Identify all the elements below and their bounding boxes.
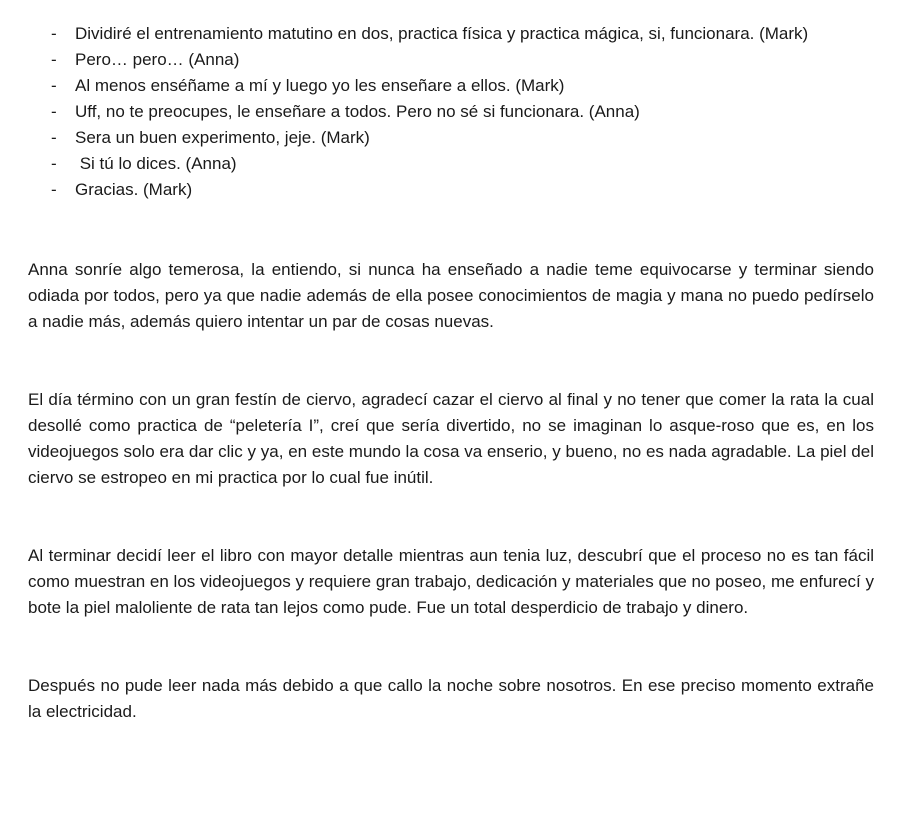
dialogue-line: [28, 47, 874, 73]
dialogue-text: Dividiré el entrenamiento matutino en dos, practica física y practica mágica, si, funcionara. (Mark): [75, 24, 809, 43]
dialogue-text: Sera un buen experimento, jeje. (Mark): [75, 128, 370, 147]
dialogue-text: Al menos enséñame a mí y luego yo les enseñare a ellos. (Mark): [75, 76, 565, 95]
document-page: [28, 21, 874, 725]
dialogue-dash: -: [51, 154, 57, 173]
dialogue-line: [28, 99, 874, 125]
dialogue-dash: -: [51, 76, 57, 95]
dialogue-list: [28, 21, 874, 203]
dialogue-text: Pero… pero… (Anna): [75, 50, 240, 69]
paragraph: El día término con un gran festín de ciervo, agradecí cazar el ciervo al final y no tener que comer la rata la cual desollé como practica de “peletería I”, creí que sería divertido, no se imaginan lo asque-roso que es, en los videojuegos solo era dar clic y ya, en este mundo la cosa va enserio, y bueno, no es nada agradable. La piel del ciervo se estropeo en mi practica por lo cual fue inútil.: [28, 390, 874, 487]
dialogue-line: [28, 177, 874, 203]
dialogue-dash: -: [51, 180, 57, 199]
dialogue-line: [28, 151, 874, 177]
paragraph: Después no pude leer nada más debido a que callo la noche sobre nosotros. En ese preciso momento extrañe la electricidad.: [28, 676, 874, 721]
paragraph: Al terminar decidí leer el libro con mayor detalle mientras aun tenia luz, descubrí que el proceso no es tan fácil como muestran en los videojuegos y requiere gran trabajo, dedicación y materiales que no poseo, me enfurecí y bote la piel maloliente de rata tan lejos como pude. Fue un total desperdicio de trabajo y dinero.: [28, 546, 874, 617]
paragraph: Anna sonríe algo temerosa, la entiendo, si nunca ha enseñado a nadie teme equivocarse y terminar siendo odiada por todos, pero ya que nadie además de ella posee conocimientos de magia y mana no puedo pedírselo a nadie más, además quiero intentar un par de cosas nuevas.: [28, 260, 874, 331]
spacer: [28, 335, 874, 387]
dialogue-line: [28, 21, 874, 47]
spacer: [28, 491, 874, 543]
dialogue-line: [28, 125, 874, 151]
dialogue-dash: -: [51, 50, 57, 69]
dialogue-dash: -: [51, 24, 57, 43]
dialogue-dash: -: [51, 102, 57, 121]
dialogue-text: Uff, no te preocupes, le enseñare a todos. Pero no sé si funcionara. (Anna): [75, 102, 640, 121]
dialogue-text: Gracias. (Mark): [75, 180, 193, 199]
dialogue-line: [28, 73, 874, 99]
dialogue-text: Si tú lo dices. (Anna): [75, 154, 237, 173]
dialogue-dash: -: [51, 128, 57, 147]
spacer: [28, 621, 874, 673]
spacer: [28, 203, 874, 257]
